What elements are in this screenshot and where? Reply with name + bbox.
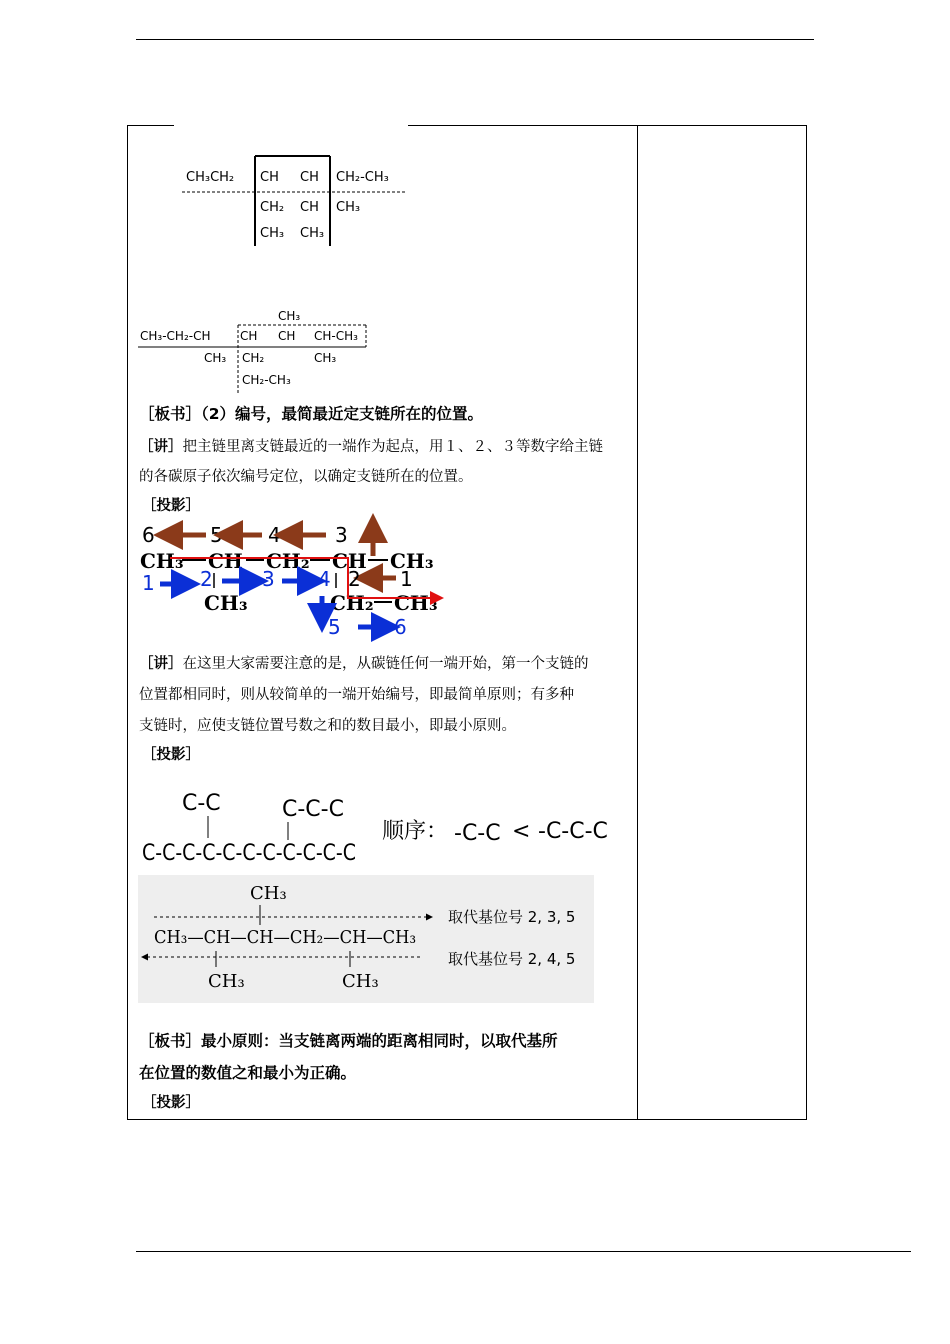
fig2-chain-a: CH₃-CH₂-CH bbox=[140, 329, 211, 343]
fig5-bottom-left: CH₃ bbox=[208, 971, 245, 992]
blue-num-6: 6 bbox=[394, 615, 407, 639]
blue-num-4: 4 bbox=[318, 567, 331, 591]
fig2-sub-a: CH₃ bbox=[204, 351, 227, 365]
fig4-order-left: -C-C bbox=[454, 821, 501, 846]
numbering-figure bbox=[138, 516, 458, 639]
lecture-2-line-2: 位置都相同时，则从较简单的一端开始编号，即最简单原则；有多种 bbox=[139, 687, 574, 703]
fig3-branch-r1: CH₂ bbox=[330, 591, 374, 615]
lecture-tag-2: ［讲］ bbox=[139, 656, 183, 672]
fig1-main-b: CH bbox=[260, 170, 279, 185]
carbon-skeleton-figure bbox=[138, 782, 608, 872]
header-rule bbox=[136, 39, 814, 40]
fig4-chain: C-C-C-C-C-C-C-C-C-C-C bbox=[142, 841, 356, 866]
blue-num-3: 3 bbox=[262, 567, 275, 591]
fig1-branch-l1: CH₂ bbox=[260, 200, 285, 215]
fig1-branch-r2: CH₃ bbox=[336, 200, 361, 215]
fig1-branch-r3: CH₃ bbox=[300, 226, 325, 241]
rule-line-2: 在位置的数值之和最小为正确。 bbox=[139, 1064, 357, 1082]
structure-figure-1 bbox=[180, 150, 420, 250]
projection-label-2: ［投影］ bbox=[142, 747, 200, 763]
fig3-chain-e: CH₃ bbox=[390, 549, 434, 573]
lecture-1-line-1 bbox=[139, 432, 603, 462]
brown-num-1: 1 bbox=[400, 567, 413, 591]
heading-numbering: ［板书］（2）编号，最简最近定支链所在的位置。 bbox=[139, 405, 484, 423]
fig3-chain-c: CH₂ bbox=[266, 549, 310, 573]
fig1-main-d: CH₂-CH₃ bbox=[336, 170, 389, 185]
lecture-1-line-2: 的各碳原子依次编号定位，以确定支链所在的位置。 bbox=[139, 469, 473, 485]
table-border-gap bbox=[174, 121, 408, 129]
fig5-top-methyl: CH₃ bbox=[250, 883, 287, 904]
fig4-branch-2: C-C-C bbox=[282, 797, 344, 822]
projection-label-1: ［投影］ bbox=[142, 498, 200, 514]
brown-num-3: 3 bbox=[335, 523, 348, 547]
fig3-chain-d: CH bbox=[332, 549, 367, 573]
brown-num-4: 4 bbox=[268, 523, 281, 547]
lecture-2-line-1 bbox=[139, 649, 589, 679]
fig2-chain-b: CH bbox=[240, 329, 258, 343]
fig4-lt: < bbox=[512, 819, 531, 844]
blue-num-1: 1 bbox=[142, 571, 155, 595]
fig5-pos-top: 取代基位号 2, 3, 5 bbox=[448, 908, 576, 926]
lecture-1-text: 把主链里离支链最近的一端作为起点，用１、２、３等数字给主链 bbox=[182, 439, 603, 455]
blue-num-5: 5 bbox=[328, 615, 341, 639]
fig3-branch-r2: CH₃ bbox=[394, 591, 438, 615]
brown-num-5: 5 bbox=[210, 523, 223, 547]
fig2-ethyl: CH₂-CH₃ bbox=[242, 373, 291, 387]
fig2-chain-c: CH bbox=[278, 329, 296, 343]
fig5-pos-bottom: 取代基位号 2, 4, 5 bbox=[448, 950, 576, 968]
fig2-top-methyl: CH₃ bbox=[278, 309, 301, 323]
lecture-tag: ［讲］ bbox=[139, 439, 183, 455]
footer-rule bbox=[136, 1251, 911, 1252]
fig4-order-right: -C-C-C bbox=[538, 819, 608, 844]
fig1-main-a: CH₃CH₂ bbox=[186, 170, 235, 185]
fig3-chain-a: CH₃ bbox=[140, 549, 184, 573]
fig4-order-label: 顺序： bbox=[382, 819, 449, 844]
fig2-sub-c: CH₃ bbox=[314, 351, 337, 365]
fig1-branch-l2: CH₃ bbox=[260, 226, 285, 241]
lecture-2-line-3: 支链时，应使支链位置号数之和的数目最小，即最小原则。 bbox=[139, 718, 516, 734]
fig2-sub-b: CH₂ bbox=[242, 351, 265, 365]
fig4-branch-1: C-C bbox=[182, 791, 221, 816]
fig5-bottom-right: CH₃ bbox=[342, 971, 379, 992]
projection-label-3: ［投影］ bbox=[142, 1095, 200, 1111]
fig3-chain-b: CH bbox=[208, 549, 243, 573]
lecture-2-text: 在这里大家需要注意的是，从碳链任何一端开始，第一个支链的 bbox=[182, 656, 589, 672]
fig2-chain-d: CH-CH₃ bbox=[314, 329, 358, 343]
structure-figure-2 bbox=[138, 305, 378, 395]
brown-num-2: 2 bbox=[348, 567, 361, 591]
table-column-divider bbox=[637, 125, 638, 1120]
fig5-chain: CH₃—CH—CH—CH₂—CH—CH₃ bbox=[154, 927, 416, 948]
substituent-position-figure bbox=[138, 875, 596, 1005]
blue-num-2: 2 bbox=[200, 567, 213, 591]
fig1-branch-r1: CH bbox=[300, 200, 319, 215]
fig1-main-c: CH bbox=[300, 170, 319, 185]
rule-line-1: ［板书］最小原则：当支链离两端的距离相同时，以取代基所 bbox=[139, 1032, 558, 1050]
fig3-branch-left: CH₃ bbox=[204, 591, 248, 615]
brown-num-6: 6 bbox=[142, 523, 155, 547]
